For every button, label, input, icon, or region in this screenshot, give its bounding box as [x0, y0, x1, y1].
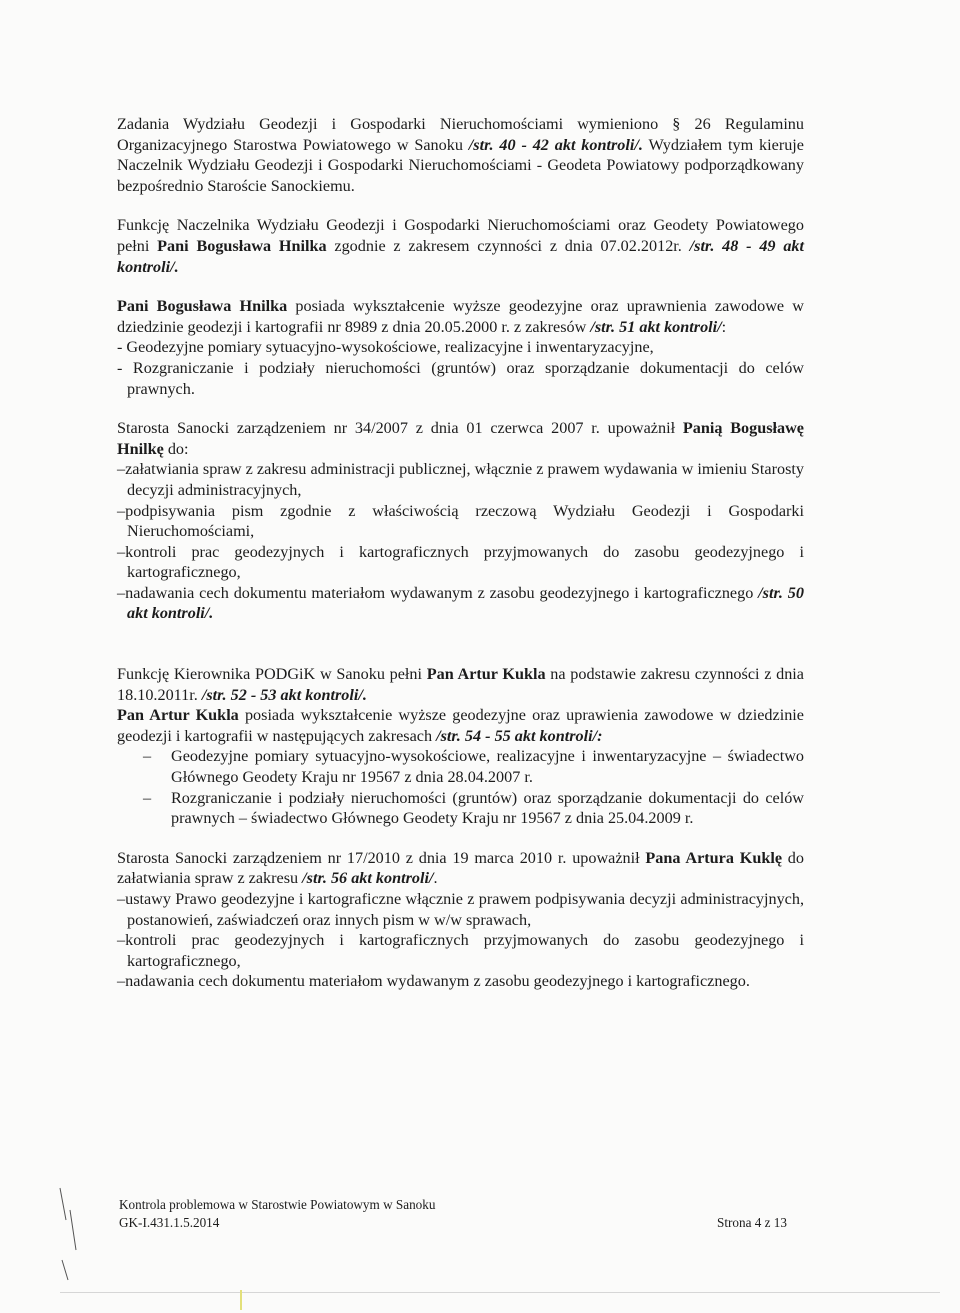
person-name: Panią Bogusławę Hnilkę	[117, 419, 804, 458]
list-item: - Rozgraniczanie i podziały nieruchomości (gruntów) oraz sporządzanie dokumentacji do celów prawnych.	[117, 358, 804, 398]
reference: /str. 52 - 53 akt kontroli/.	[201, 685, 367, 704]
text: Wydziałem tym kieruje Naczelnik Wydziału Geodezji i Gospodarki Nieruchomościami - Geodeta Powiatowy podporządkowany bezpośrednio Staroście Sanockiemu.	[117, 135, 804, 195]
paragraph-text	[117, 664, 804, 705]
list-marker: –	[143, 788, 152, 807]
paragraph-kukla-authorization	[117, 848, 804, 992]
list-item	[117, 746, 804, 787]
reference: /str. 56 akt kontroli/	[302, 869, 434, 888]
paragraph-text	[117, 418, 804, 459]
paragraph-tasks	[117, 114, 804, 196]
paragraph-head-authorization	[117, 418, 804, 624]
reference: /str. 48 - 49 akt kontroli/.	[117, 236, 805, 276]
text: Funkcję Naczelnika Wydziału Geodezji i Gospodarki Nieruchomościami oraz Geodety Powiatowego pełni	[117, 216, 804, 255]
text: Rozgraniczanie i podziały nieruchomości (gruntów) oraz sporządzanie dokumentacji do celów prawnych – świadectwo Głównego Geodety Kraju nr 19567 z dnia 25.04.2009 r.	[171, 788, 804, 828]
page-footer	[119, 1196, 787, 1232]
list-item: –kontroli prac geodezyjnych i kartograficznych przyjmowanych do zasobu geodezyjnego i kartograficznego,	[117, 542, 804, 582]
text: –nadawania cech dokumentu materiałom wydawanym z zasobu geodezyjnego i kartograficznego	[117, 583, 759, 602]
text: Geodezyjne pomiary sytuacyjno-wysokościowe, realizacyjne i inwentaryzacyjne – świadectwo Głównego Geodety Kraju nr 19567 z dnia 28.04.2007 r.	[171, 747, 804, 787]
paragraph-head-qualifications	[117, 296, 804, 399]
person-name: Pani Bogusława Hnilka	[117, 297, 288, 316]
text: :	[721, 317, 727, 336]
list-item: –nadawania cech dokumentu materiałom wydawanym z zasobu geodezyjnego i kartograficznego.	[117, 972, 750, 991]
list-marker: –	[143, 747, 152, 766]
pen-mark-icon	[52, 1180, 92, 1290]
reference: /str. 50 akt kontroli/.	[127, 583, 804, 623]
paragraph-text	[117, 705, 804, 746]
text: do:	[163, 439, 189, 458]
person-name: Pan Artur Kukla	[426, 665, 546, 684]
qualifications-list	[117, 746, 804, 828]
reference: /str. 51 akt kontroli/	[590, 317, 722, 336]
text: Funkcję Kierownika PODGiK w Sanoku pełni	[117, 665, 427, 684]
reference: /str. 40 - 42 akt kontroli/.	[468, 135, 643, 154]
person-name: Pan Artur Kukla	[117, 706, 239, 725]
paragraph-text	[117, 848, 804, 889]
scan-mark	[240, 1290, 242, 1310]
footer-title: Kontrola problemowa w Starostwie Powiatowym w Sanoku	[119, 1197, 436, 1212]
text: posiada wykształcenie wyższe geodezyjne oraz uprawnienia zawodowe w dziedzinie geodezji i kartografii nr 8989 z dnia 20.05.2000 r. z zakresów	[117, 297, 804, 336]
document-body	[117, 114, 804, 992]
text: .	[433, 869, 438, 888]
text: na podstawie zakresu czynności z dnia 18.10.2011r.	[117, 665, 804, 704]
text: Starosta Sanocki zarządzeniem nr 17/2010 z dnia 19 marca 2010 r. upoważnił	[117, 848, 646, 867]
paragraph-head-function	[117, 215, 804, 277]
paragraph-text	[117, 296, 804, 337]
person-name: Pani Bogusława Hnilka	[157, 236, 327, 255]
text: do załatwiania spraw z zakresu	[117, 848, 804, 888]
reference: /str. 54 - 55 akt kontroli/:	[436, 726, 603, 745]
paragraph-podgik	[117, 664, 804, 829]
list-item	[117, 788, 804, 829]
text: posiada wykształcenie wyższe geodezyjne oraz uprawienia zawodowe w dziedzinie geodezji i kartografii w następujących zakresach	[117, 706, 804, 745]
list-item: –kontroli prac geodezyjnych i kartograficznych przyjmowanych do zasobu geodezyjnego i kartograficznego,	[117, 931, 804, 970]
list-item: –ustawy Prawo geodezyjne i kartograficzne włącznie z prawem podpisywania decyzji administracyjnych, postanowień, zaświadczeń oraz innych pism w w/w sprawach,	[117, 890, 804, 929]
text: Starosta Sanocki zarządzeniem nr 34/2007 z dnia 01 czerwca 2007 r. upoważnił	[117, 419, 683, 438]
text: zgodnie z zakresem czynności z dnia 07.02.2012r.	[326, 236, 690, 255]
list-item: - Geodezyjne pomiary sytuacyjno-wysokościowe, realizacyjne i inwentaryzacyjne,	[117, 338, 654, 357]
list-item: –załatwiania spraw z zakresu administracji publicznej, włącznie z prawem wydawania w imieniu Starosty decyzji administracyjnych,	[117, 460, 804, 499]
list-item: –podpisywania pism zgodnie z właściwością rzeczową Wydziału Geodezji i Gospodarki Nieruchomościami,	[117, 501, 804, 541]
page-number: Strona 4 z 13	[717, 1215, 787, 1230]
list-item	[117, 583, 804, 624]
scan-edge-line	[60, 1292, 940, 1293]
document-reference: GK-I.431.1.5.2014	[119, 1215, 220, 1230]
person-name: Pana Artura Kuklę	[645, 848, 783, 867]
text: Zadania Wydziału Geodezji i Gospodarki Nieruchomościami wymieniono § 26 Regulaminu Organizacyjnego Starostwa Powiatowego w Sanoku	[117, 115, 804, 154]
